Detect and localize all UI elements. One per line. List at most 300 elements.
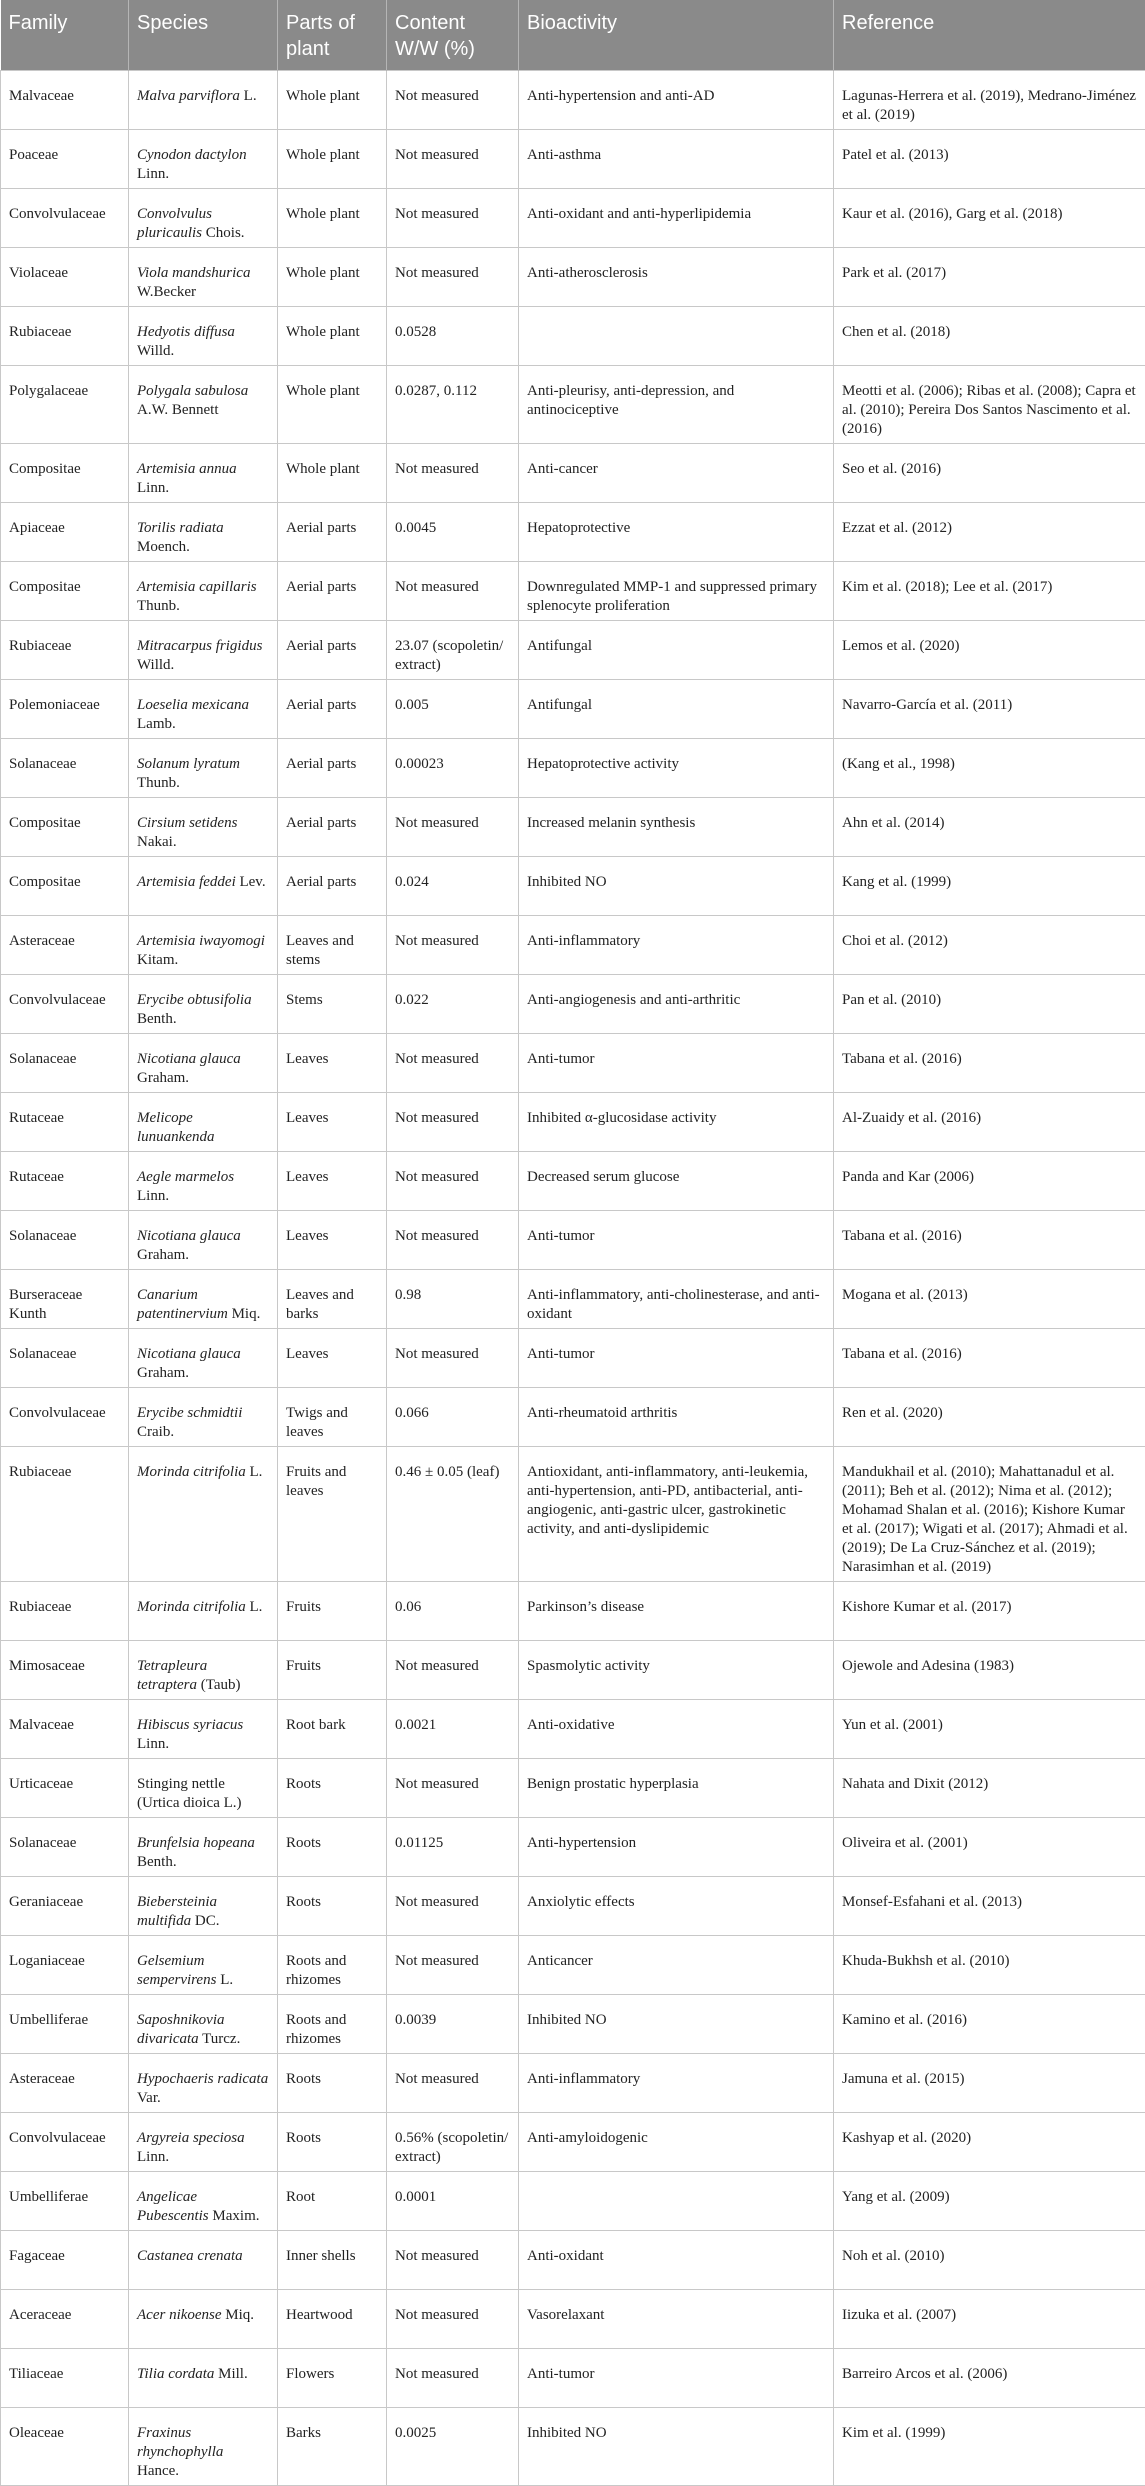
- species-authority: Willd.: [137, 343, 174, 359]
- bioactivity-cell: Anti-oxidative: [519, 1700, 834, 1759]
- reference-cell: Oliveira et al. (2001): [834, 1818, 1145, 1877]
- species-name: Artemisia feddei: [137, 874, 236, 890]
- content-cell: Not measured: [387, 2290, 519, 2349]
- reference-cell: Kaur et al. (2016), Garg et al. (2018): [834, 189, 1145, 248]
- bioactivity-cell: Anti-atherosclerosis: [519, 248, 834, 307]
- parts-cell: Aerial parts: [278, 680, 387, 739]
- parts-cell: Leaves: [278, 1152, 387, 1211]
- species-authority: Moench.: [137, 539, 190, 555]
- reference-cell: Ahn et al. (2014): [834, 798, 1145, 857]
- bioactivity-cell: Anti-inflammatory: [519, 916, 834, 975]
- bioactivity-cell: Anticancer: [519, 1936, 834, 1995]
- species-name: Morinda citrifolia: [137, 1464, 246, 1480]
- species-name: Loeselia mexicana: [137, 697, 249, 713]
- bioactivity-cell: Anti-rheumatoid arthritis: [519, 1388, 834, 1447]
- bioactivity-cell: Anti-pleurisy, anti-depression, and antinociceptive: [519, 366, 834, 444]
- species-cell: [129, 562, 278, 621]
- family-cell: Rubiaceae: [1, 1447, 129, 1582]
- family-cell: Convolvulaceae: [1, 1388, 129, 1447]
- parts-cell: Leaves: [278, 1034, 387, 1093]
- family-cell: Malvaceae: [1, 71, 129, 130]
- species-name: Malva parviflora: [137, 88, 240, 104]
- species-authority: Kitam.: [137, 952, 178, 968]
- content-cell: 0.0528: [387, 307, 519, 366]
- parts-cell: Inner shells: [278, 2231, 387, 2290]
- species-authority: Stinging nettle (Urtica dioica L.): [137, 1776, 242, 1811]
- family-cell: Rubiaceae: [1, 1582, 129, 1641]
- reference-cell: Navarro-García et al. (2011): [834, 680, 1145, 739]
- species-cell: [129, 2349, 278, 2408]
- bioactivity-cell: Anti-asthma: [519, 130, 834, 189]
- bioactivity-cell: Inhibited NO: [519, 1995, 834, 2054]
- reference-cell: (Kang et al., 1998): [834, 739, 1145, 798]
- bioactivity-cell: Anti-angiogenesis and anti-arthritic: [519, 975, 834, 1034]
- table-row: [1, 2231, 1145, 2290]
- content-cell: 0.00023: [387, 739, 519, 798]
- parts-cell: Aerial parts: [278, 503, 387, 562]
- header-content: Content W/W (%): [387, 0, 519, 71]
- bioactivity-cell: Anti-tumor: [519, 2349, 834, 2408]
- species-name: Argyreia speciosa: [137, 2130, 245, 2146]
- species-authority: Mill.: [214, 2366, 247, 2382]
- content-cell: Not measured: [387, 1877, 519, 1936]
- reference-cell: Yang et al. (2009): [834, 2172, 1145, 2231]
- species-name: Aegle marmelos: [137, 1169, 234, 1185]
- bioactivity-cell: Antioxidant, anti-inflammatory, anti-leukemia, anti-hypertension, anti-PD, antibacterial, anti-angiogenic, anti-gastric ulcer, gastrokinetic activity, and anti-dyslipidemic: [519, 1447, 834, 1582]
- content-cell: 0.0045: [387, 503, 519, 562]
- reference-cell: Lagunas-Herrera et al. (2019), Medrano-Jiménez et al. (2019): [834, 71, 1145, 130]
- species-name: Artemisia iwayomogi: [137, 933, 265, 949]
- species-name: Biebersteinia multifida: [137, 1894, 217, 1929]
- content-cell: Not measured: [387, 248, 519, 307]
- species-authority: Benth.: [137, 1011, 177, 1027]
- reference-cell: Tabana et al. (2016): [834, 1329, 1145, 1388]
- content-cell: Not measured: [387, 1641, 519, 1700]
- content-cell: Not measured: [387, 562, 519, 621]
- species-cell: [129, 739, 278, 798]
- reference-cell: Ezzat et al. (2012): [834, 503, 1145, 562]
- species-name: Gelsemium sempervirens: [137, 1953, 216, 1988]
- species-authority: Graham.: [137, 1247, 189, 1263]
- bioactivity-cell: Anti-tumor: [519, 1034, 834, 1093]
- species-name: Saposhnikovia divaricata: [137, 2012, 225, 2047]
- species-cell: [129, 1034, 278, 1093]
- family-cell: Compositae: [1, 857, 129, 916]
- reference-cell: Kashyap et al. (2020): [834, 2113, 1145, 2172]
- species-cell: [129, 621, 278, 680]
- content-cell: Not measured: [387, 1152, 519, 1211]
- parts-cell: Root: [278, 2172, 387, 2231]
- reference-cell: Khuda-Bukhsh et al. (2010): [834, 1936, 1145, 1995]
- species-cell: [129, 1152, 278, 1211]
- species-name: Hypochaeris radicata: [137, 2071, 268, 2087]
- reference-cell: Ren et al. (2020): [834, 1388, 1145, 1447]
- species-cell: [129, 2290, 278, 2349]
- table-row: [1, 2113, 1145, 2172]
- family-cell: Convolvulaceae: [1, 975, 129, 1034]
- reference-cell: Noh et al. (2010): [834, 2231, 1145, 2290]
- reference-cell: Park et al. (2017): [834, 248, 1145, 307]
- species-name: Polygala sabulosa: [137, 383, 248, 399]
- species-authority: W.Becker: [137, 284, 196, 300]
- reference-cell: Patel et al. (2013): [834, 130, 1145, 189]
- bioactivity-cell: Benign prostatic hyperplasia: [519, 1759, 834, 1818]
- species-name: Hedyotis diffusa: [137, 324, 235, 340]
- table-row: [1, 1447, 1145, 1582]
- species-authority: Lev.: [236, 874, 266, 890]
- content-cell: Not measured: [387, 1329, 519, 1388]
- parts-cell: Fruits and leaves: [278, 1447, 387, 1582]
- parts-cell: Roots and rhizomes: [278, 1936, 387, 1995]
- family-cell: Malvaceae: [1, 1700, 129, 1759]
- family-cell: Compositae: [1, 798, 129, 857]
- content-cell: Not measured: [387, 2349, 519, 2408]
- species-authority: Craib.: [137, 1424, 174, 1440]
- header-species: Species: [129, 0, 278, 71]
- family-cell: Solanaceae: [1, 1034, 129, 1093]
- parts-cell: Whole plant: [278, 71, 387, 130]
- bioactivity-cell: [519, 2172, 834, 2231]
- content-cell: Not measured: [387, 130, 519, 189]
- table-row: [1, 1877, 1145, 1936]
- table-row: [1, 739, 1145, 798]
- table-row: [1, 1818, 1145, 1877]
- table-row: [1, 444, 1145, 503]
- species-cell: [129, 1700, 278, 1759]
- parts-cell: Aerial parts: [278, 857, 387, 916]
- species-cell: [129, 1936, 278, 1995]
- parts-cell: Roots: [278, 1818, 387, 1877]
- table-header-row: [1, 0, 1145, 71]
- family-cell: Compositae: [1, 444, 129, 503]
- content-cell: Not measured: [387, 1936, 519, 1995]
- family-cell: Asteraceae: [1, 916, 129, 975]
- family-cell: Umbelliferae: [1, 1995, 129, 2054]
- table-body: [1, 71, 1145, 2486]
- content-cell: 0.98: [387, 1270, 519, 1329]
- parts-cell: Leaves and stems: [278, 916, 387, 975]
- species-cell: [129, 1329, 278, 1388]
- content-cell: 0.56% (scopoletin/ extract): [387, 2113, 519, 2172]
- bioactivity-cell: Anti-oxidant and anti-hyperlipidemia: [519, 189, 834, 248]
- content-cell: 0.005: [387, 680, 519, 739]
- parts-cell: Heartwood: [278, 2290, 387, 2349]
- species-cell: [129, 248, 278, 307]
- species-cell: [129, 1818, 278, 1877]
- family-cell: Loganiaceae: [1, 1936, 129, 1995]
- species-name: Mitracarpus frigidus: [137, 638, 262, 654]
- species-authority: Graham.: [137, 1365, 189, 1381]
- content-cell: 0.066: [387, 1388, 519, 1447]
- species-authority: L.: [240, 88, 257, 104]
- content-cell: 0.024: [387, 857, 519, 916]
- reference-cell: Kang et al. (1999): [834, 857, 1145, 916]
- species-name: Cynodon dactylon: [137, 147, 247, 163]
- species-name: Angelicae Pubescentis: [137, 2189, 209, 2224]
- species-cell: [129, 1877, 278, 1936]
- header-parts: Parts of plant: [278, 0, 387, 71]
- bioactivity-cell: Anti-amyloidogenic: [519, 2113, 834, 2172]
- species-name: Tilia cordata: [137, 2366, 214, 2382]
- reference-cell: Meotti et al. (2006); Ribas et al. (2008); Capra et al. (2010); Pereira Dos Santos Nascimento et al. (2016): [834, 366, 1145, 444]
- species-cell: [129, 1641, 278, 1700]
- species-name: Cirsium setidens: [137, 815, 237, 831]
- parts-cell: Roots: [278, 1759, 387, 1818]
- table-row: [1, 1093, 1145, 1152]
- species-cell: [129, 444, 278, 503]
- species-authority: DC.: [191, 1913, 219, 1929]
- reference-cell: Ojewole and Adesina (1983): [834, 1641, 1145, 1700]
- parts-cell: Aerial parts: [278, 621, 387, 680]
- species-authority: Linn.: [137, 2149, 169, 2165]
- family-cell: Aceraceae: [1, 2290, 129, 2349]
- species-name: Solanum lyratum: [137, 756, 240, 772]
- reference-cell: Tabana et al. (2016): [834, 1211, 1145, 1270]
- family-cell: Geraniaceae: [1, 1877, 129, 1936]
- bioactivity-cell: Hepatoprotective: [519, 503, 834, 562]
- bioactivity-cell: Anxiolytic effects: [519, 1877, 834, 1936]
- parts-cell: Whole plant: [278, 130, 387, 189]
- table-row: [1, 621, 1145, 680]
- bioactivity-cell: Vasorelaxant: [519, 2290, 834, 2349]
- family-cell: Tiliaceae: [1, 2349, 129, 2408]
- species-authority: Willd.: [137, 657, 174, 673]
- parts-cell: Fruits: [278, 1582, 387, 1641]
- species-authority: Turcz.: [199, 2031, 241, 2047]
- content-cell: 0.0025: [387, 2408, 519, 2486]
- table-row: [1, 366, 1145, 444]
- parts-cell: Aerial parts: [278, 739, 387, 798]
- table-row: [1, 130, 1145, 189]
- species-authority: Hance.: [137, 2463, 179, 2479]
- table-row: [1, 2349, 1145, 2408]
- species-authority: Thunb.: [137, 775, 180, 791]
- content-cell: Not measured: [387, 1759, 519, 1818]
- table-row: [1, 562, 1145, 621]
- content-cell: Not measured: [387, 1211, 519, 1270]
- species-authority: L.: [246, 1464, 263, 1480]
- table-row: [1, 2054, 1145, 2113]
- reference-cell: Tabana et al. (2016): [834, 1034, 1145, 1093]
- species-cell: [129, 1211, 278, 1270]
- species-name: Acer nikoense: [137, 2307, 222, 2323]
- family-cell: Oleaceae: [1, 2408, 129, 2486]
- reference-cell: Kishore Kumar et al. (2017): [834, 1582, 1145, 1641]
- species-authority: Linn.: [137, 166, 169, 182]
- species-name: Convolvulus pluricaulis: [137, 206, 212, 241]
- species-name: Brunfelsia hopeana: [137, 1835, 255, 1851]
- species-cell: [129, 189, 278, 248]
- species-cell: [129, 857, 278, 916]
- bioactivity-cell: Spasmolytic activity: [519, 1641, 834, 1700]
- reference-cell: Monsef-Esfahani et al. (2013): [834, 1877, 1145, 1936]
- content-cell: 0.0287, 0.112: [387, 366, 519, 444]
- parts-cell: Whole plant: [278, 307, 387, 366]
- table-row: [1, 1211, 1145, 1270]
- header-reference: Reference: [834, 0, 1145, 71]
- reference-cell: Panda and Kar (2006): [834, 1152, 1145, 1211]
- species-cell: [129, 975, 278, 1034]
- bioactivity-cell: Antifungal: [519, 680, 834, 739]
- species-cell: [129, 130, 278, 189]
- content-cell: 0.46 ± 0.05 (leaf): [387, 1447, 519, 1582]
- species-authority: Linn.: [137, 1736, 169, 1752]
- bioactivity-cell: Inhibited α-glucosidase activity: [519, 1093, 834, 1152]
- bioactivity-cell: Anti-tumor: [519, 1329, 834, 1388]
- parts-cell: Aerial parts: [278, 798, 387, 857]
- species-authority: L.: [246, 1599, 263, 1615]
- species-cell: [129, 366, 278, 444]
- species-authority: Linn.: [137, 480, 169, 496]
- table-row: [1, 1329, 1145, 1388]
- table-row: [1, 857, 1145, 916]
- species-authority: Thunb.: [137, 598, 180, 614]
- family-cell: Rubiaceae: [1, 621, 129, 680]
- table-row: [1, 680, 1145, 739]
- species-authority: Chois.: [202, 225, 245, 241]
- species-authority: Lamb.: [137, 716, 176, 732]
- content-cell: Not measured: [387, 916, 519, 975]
- species-authority: Maxim.: [209, 2208, 260, 2224]
- species-cell: [129, 1995, 278, 2054]
- species-name: Artemisia annua: [137, 461, 237, 477]
- reference-cell: Yun et al. (2001): [834, 1700, 1145, 1759]
- species-authority: Nakai.: [137, 834, 177, 850]
- table-row: [1, 248, 1145, 307]
- bioactivity-cell: Downregulated MMP-1 and suppressed primary splenocyte proliferation: [519, 562, 834, 621]
- species-name: Canarium patentinervium: [137, 1287, 228, 1322]
- parts-cell: Leaves and barks: [278, 1270, 387, 1329]
- species-name: Erycibe schmidtii: [137, 1405, 242, 1421]
- species-authority: Var.: [137, 2090, 161, 2106]
- species-cell: [129, 2172, 278, 2231]
- species-cell: [129, 503, 278, 562]
- family-cell: Rutaceae: [1, 1152, 129, 1211]
- parts-cell: Stems: [278, 975, 387, 1034]
- species-authority: Benth.: [137, 1854, 177, 1870]
- family-cell: Rubiaceae: [1, 307, 129, 366]
- family-cell: Convolvulaceae: [1, 2113, 129, 2172]
- family-cell: Fagaceae: [1, 2231, 129, 2290]
- family-cell: Compositae: [1, 562, 129, 621]
- species-cell: [129, 1582, 278, 1641]
- family-cell: Violaceae: [1, 248, 129, 307]
- reference-cell: Pan et al. (2010): [834, 975, 1145, 1034]
- bioactivity-cell: Anti-cancer: [519, 444, 834, 503]
- species-cell: [129, 2408, 278, 2486]
- table-row: [1, 1995, 1145, 2054]
- reference-cell: Seo et al. (2016): [834, 444, 1145, 503]
- species-authority: Graham.: [137, 1070, 189, 1086]
- reference-cell: Choi et al. (2012): [834, 916, 1145, 975]
- family-cell: Solanaceae: [1, 1818, 129, 1877]
- parts-cell: Roots and rhizomes: [278, 1995, 387, 2054]
- table-row: [1, 1034, 1145, 1093]
- parts-cell: Barks: [278, 2408, 387, 2486]
- species-cell: [129, 71, 278, 130]
- reference-cell: Al-Zuaidy et al. (2016): [834, 1093, 1145, 1152]
- content-cell: Not measured: [387, 444, 519, 503]
- content-cell: Not measured: [387, 798, 519, 857]
- table-row: [1, 1388, 1145, 1447]
- table-row: [1, 2172, 1145, 2231]
- species-cell: [129, 307, 278, 366]
- content-cell: 0.06: [387, 1582, 519, 1641]
- table-row: [1, 2290, 1145, 2349]
- species-name: Castanea crenata: [137, 2248, 243, 2264]
- species-authority: Miq.: [228, 1306, 261, 1322]
- bioactivity-cell: Inhibited NO: [519, 2408, 834, 2486]
- table-row: [1, 1759, 1145, 1818]
- family-cell: Polygalaceae: [1, 366, 129, 444]
- reference-cell: Kim et al. (1999): [834, 2408, 1145, 2486]
- species-cell: [129, 916, 278, 975]
- species-name: Fraxinus rhynchophylla: [137, 2425, 223, 2460]
- species-authority: A.W. Bennett: [137, 402, 219, 418]
- table-row: [1, 798, 1145, 857]
- bioactivity-cell: Parkinson’s disease: [519, 1582, 834, 1641]
- reference-cell: Jamuna et al. (2015): [834, 2054, 1145, 2113]
- species-name: Nicotiana glauca: [137, 1051, 241, 1067]
- species-cell: [129, 2231, 278, 2290]
- family-cell: Convolvulaceae: [1, 189, 129, 248]
- species-name: Torilis radiata: [137, 520, 224, 536]
- content-cell: Not measured: [387, 189, 519, 248]
- bioactivity-cell: Inhibited NO: [519, 857, 834, 916]
- species-name: Nicotiana glauca: [137, 1228, 241, 1244]
- reference-cell: Mandukhail et al. (2010); Mahattanadul et al. (2011); Beh et al. (2012); Nima et al. (2012); Mohamad Shalan et al. (2016); Kishore Kumar et al. (2017); Wigati et al. (2017); Ahmadi et al. (2019); De La Cruz-Sánchez et al. (2019); Narasimhan et al. (2019): [834, 1447, 1145, 1582]
- bioactivity-cell: Anti-oxidant: [519, 2231, 834, 2290]
- species-name: Viola mandshurica: [137, 265, 250, 281]
- header-bioactivity: Bioactivity: [519, 0, 834, 71]
- family-cell: Rutaceae: [1, 1093, 129, 1152]
- content-cell: Not measured: [387, 2054, 519, 2113]
- reference-cell: Mogana et al. (2013): [834, 1270, 1145, 1329]
- reference-cell: Chen et al. (2018): [834, 307, 1145, 366]
- parts-cell: Twigs and leaves: [278, 1388, 387, 1447]
- bioactivity-cell: Decreased serum glucose: [519, 1152, 834, 1211]
- species-cell: [129, 1093, 278, 1152]
- parts-cell: Flowers: [278, 2349, 387, 2408]
- header-family: Family: [1, 0, 129, 71]
- species-cell: [129, 2113, 278, 2172]
- bioactivity-cell: Hepatoprotective activity: [519, 739, 834, 798]
- content-cell: 0.0001: [387, 2172, 519, 2231]
- bioactivity-cell: Anti-inflammatory, anti-cholinesterase, and anti-oxidant: [519, 1270, 834, 1329]
- family-cell: Umbelliferae: [1, 2172, 129, 2231]
- content-cell: Not measured: [387, 71, 519, 130]
- species-cell: [129, 2054, 278, 2113]
- table-row: [1, 2408, 1145, 2486]
- reference-cell: Nahata and Dixit (2012): [834, 1759, 1145, 1818]
- bioactivity-cell: Increased melanin synthesis: [519, 798, 834, 857]
- parts-cell: Aerial parts: [278, 562, 387, 621]
- species-cell: [129, 1270, 278, 1329]
- parts-cell: Leaves: [278, 1093, 387, 1152]
- species-cell: [129, 1447, 278, 1582]
- bioactivity-cell: Antifungal: [519, 621, 834, 680]
- family-cell: Asteraceae: [1, 2054, 129, 2113]
- bioactivity-cell: Anti-tumor: [519, 1211, 834, 1270]
- parts-cell: Leaves: [278, 1329, 387, 1388]
- species-name: Artemisia capillaris: [137, 579, 257, 595]
- family-cell: Poaceae: [1, 130, 129, 189]
- content-cell: 0.0021: [387, 1700, 519, 1759]
- species-name: Tetrapleura tetraptera: [137, 1658, 207, 1693]
- family-cell: Burseraceae Kunth: [1, 1270, 129, 1329]
- species-cell: [129, 798, 278, 857]
- bioactivity-cell: Anti-hypertension: [519, 1818, 834, 1877]
